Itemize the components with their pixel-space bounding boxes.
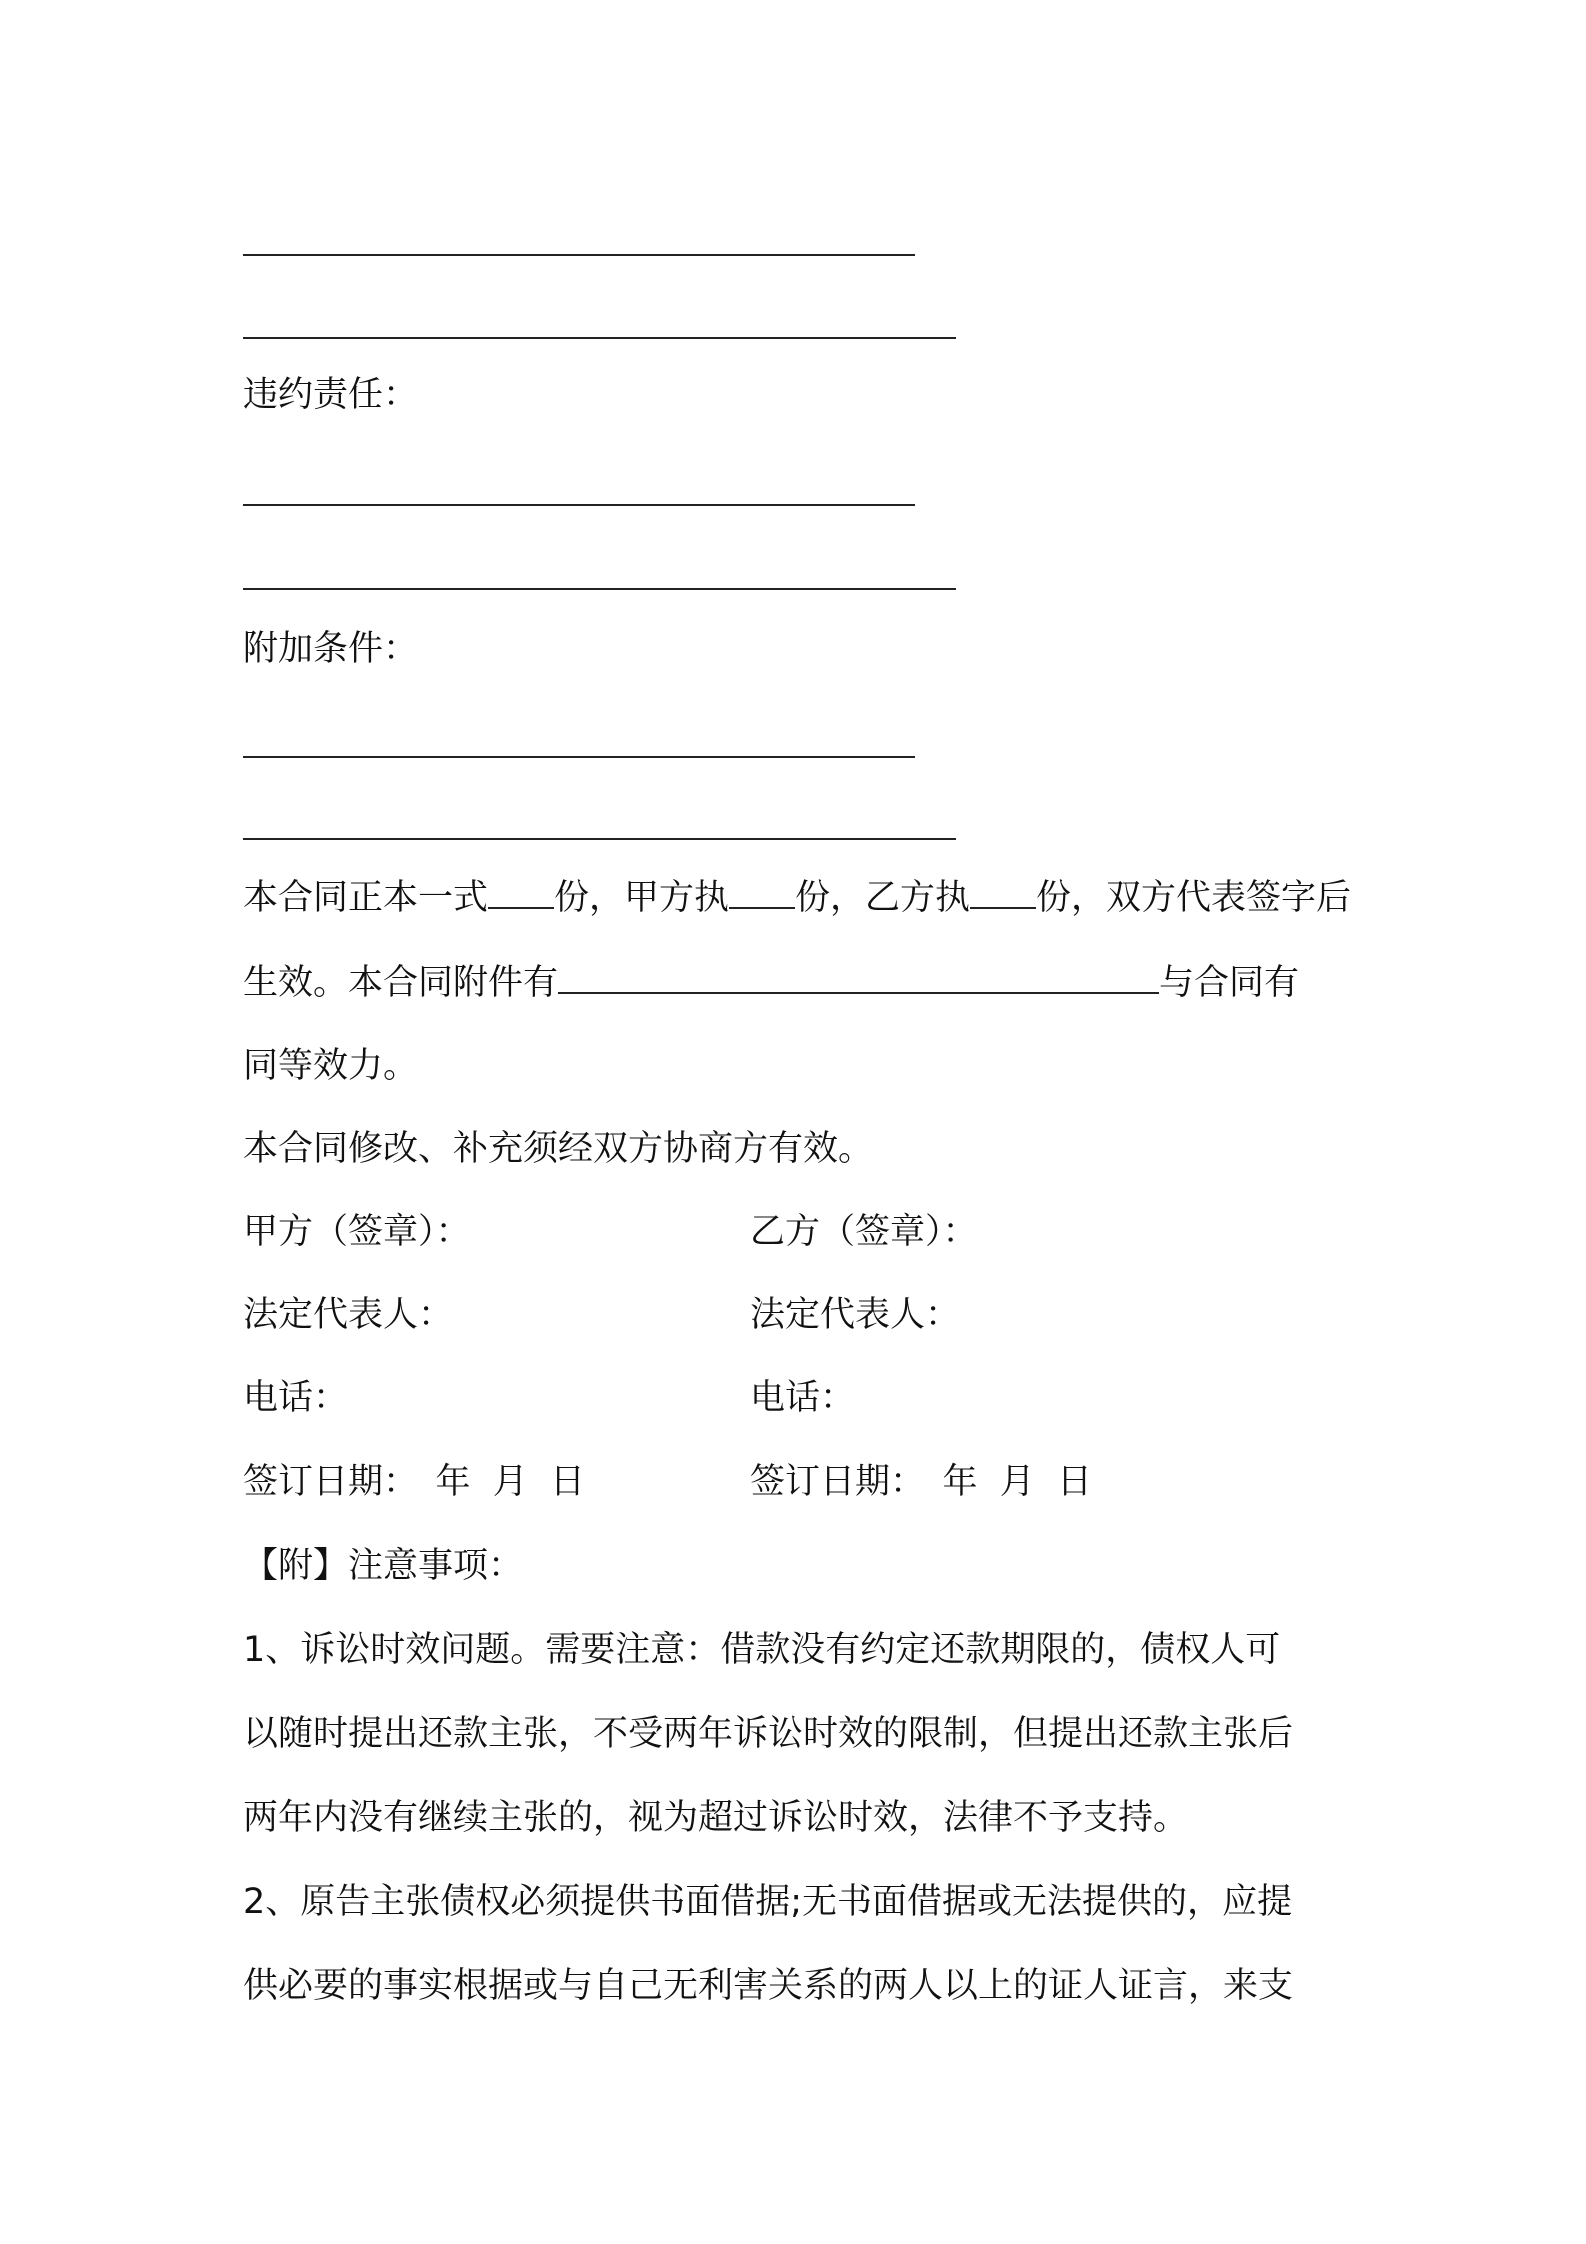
party-b-phone-label: 电话： [750, 1378, 856, 1418]
note-1-line-1: 1、诉讼时效问题。需要注意：借款没有约定还款期限的，债权人可 [243, 1630, 1281, 1670]
copies-text: 份，双方代表签字后 [1036, 878, 1352, 918]
attachment-text: 与合同有 [1159, 963, 1300, 1003]
note-1-line-3: 两年内没有继续主张的，视为超过诉讼时效，法律不予支持。 [243, 1798, 1189, 1838]
copies-total-blank [488, 877, 554, 909]
party-a-phone-label: 电话： [243, 1378, 349, 1418]
note-2-line-2: 供必要的事实根据或与自己无利害关系的两人以上的证人证言，来支 [243, 1966, 1294, 2006]
copies-text: 份，乙方执 [795, 878, 971, 918]
party-a-date-label: 签订日期： 年 月 日 [243, 1462, 586, 1502]
additional-conditions-label: 附加条件： [243, 629, 419, 669]
attachment-blank [558, 962, 1159, 994]
breach-liability-label: 违约责任： [243, 375, 419, 415]
note-2-line-1: 2、原告主张债权必须提供书面借据;无书面借据或无法提供的，应提 [243, 1882, 1293, 1922]
fill-blank-line [243, 588, 956, 590]
fill-blank-line [243, 254, 915, 256]
fill-blank-line [243, 337, 956, 339]
fill-blank-line [243, 756, 915, 758]
attachment-text: 生效。本合同附件有 [243, 963, 559, 1003]
fill-blank-line [243, 838, 956, 840]
copies-clause-line-3: 同等效力。 [243, 1046, 419, 1086]
party-b-rep-label: 法定代表人： [750, 1295, 961, 1335]
copies-clause-line-1 [243, 873, 1351, 923]
note-1-line-2: 以随时提出还款主张，不受两年诉讼时效的限制，但提出还款主张后 [243, 1714, 1294, 1754]
party-b-date-label: 签订日期： 年 月 日 [750, 1462, 1093, 1502]
copies-clause-line-2 [243, 958, 1299, 1008]
copies-party-b-blank [970, 877, 1036, 909]
party-b-seal-label: 乙方（签章）： [750, 1212, 978, 1252]
amendment-clause: 本合同修改、补充须经双方协商方有效。 [243, 1129, 874, 1169]
party-a-seal-label: 甲方（签章）： [243, 1212, 471, 1252]
copies-party-a-blank [729, 877, 795, 909]
party-a-rep-label: 法定代表人： [243, 1295, 454, 1335]
copies-text: 份，甲方执 [554, 878, 730, 918]
fill-blank-line [243, 504, 915, 506]
notes-heading: 【附】注意事项： [243, 1546, 524, 1586]
copies-text: 本合同正本一式 [243, 878, 489, 918]
